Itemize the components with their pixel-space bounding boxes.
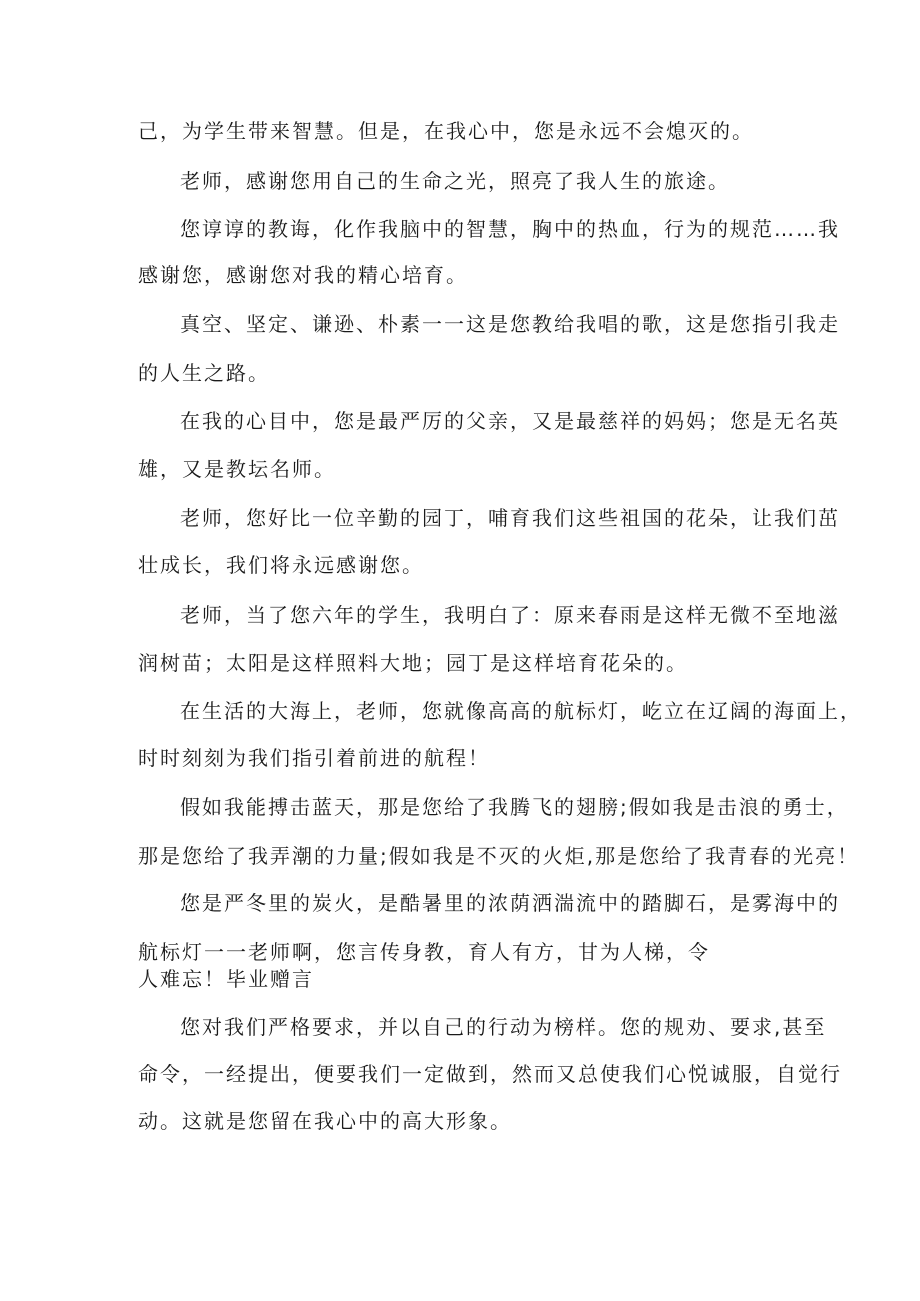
text-line: 老师，您好比一位辛勤的园丁，哺育我们这些祖国的花朵，让我们茁 [180, 506, 840, 530]
text-line: 雄，又是教坛名师。 [138, 457, 336, 481]
text-line: 您是严冬里的炭火，是酷暑里的浓荫洒湍流中的踏脚石，是雾海中的 [180, 891, 840, 915]
text-line: 那是您给了我弄潮的力量;假如我是不灭的火炬,那是您给了我青春的光亮！ [138, 844, 860, 868]
text-line: 人难忘！毕业赠言 [138, 967, 314, 991]
text-line: 在我的心目中，您是最严厉的父亲，又是最慈祥的妈妈；您是无名英 [180, 409, 840, 433]
text-line: 己，为学生带来智慧。但是，在我心中，您是永远不会熄灭的。 [138, 119, 754, 143]
text-line: 真空、坚定、谦逊、朴素一一这是您教给我唱的歌，这是您指引我走 [180, 312, 840, 336]
text-line: 时时刻刻为我们指引着前进的航程！ [138, 746, 490, 770]
text-line: 润树苗；太阳是这样照料大地；园丁是这样培育花朵的。 [138, 651, 688, 675]
text-line: 航标灯一一老师啊，您言传身教，育人有方，甘为人梯，令 [138, 940, 710, 964]
text-line: 您谆谆的教诲，化作我脑中的智慧，胸中的热血，行为的规范……我 [180, 217, 840, 241]
text-line: 老师，感谢您用自己的生命之光，照亮了我人生的旅途。 [180, 169, 730, 193]
text-line: 动。这就是您留在我心中的高大形象。 [138, 1109, 512, 1133]
text-line: 命令，一经提出，便要我们一定做到，然而又总使我们心悦诚服，自觉行 [138, 1062, 842, 1086]
text-line: 老师，当了您六年的学生，我明白了：原来春雨是这样无微不至地滋 [180, 603, 840, 627]
text-line: 的人生之路。 [138, 361, 270, 385]
text-line: 在生活的大海上，老师，您就像高高的航标灯，屹立在辽阔的海面上， [180, 699, 862, 723]
text-line: 感谢您，感谢您对我的精心培育。 [138, 263, 468, 287]
text-line: 壮成长，我们将永远感谢您。 [138, 553, 424, 577]
text-line: 您对我们严格要求，并以自己的行动为榜样。您的规劝、要求,甚至 [180, 1015, 827, 1039]
text-line: 假如我能搏击蓝天，那是您给了我腾飞的翅膀;假如我是击浪的勇士， [180, 795, 849, 819]
